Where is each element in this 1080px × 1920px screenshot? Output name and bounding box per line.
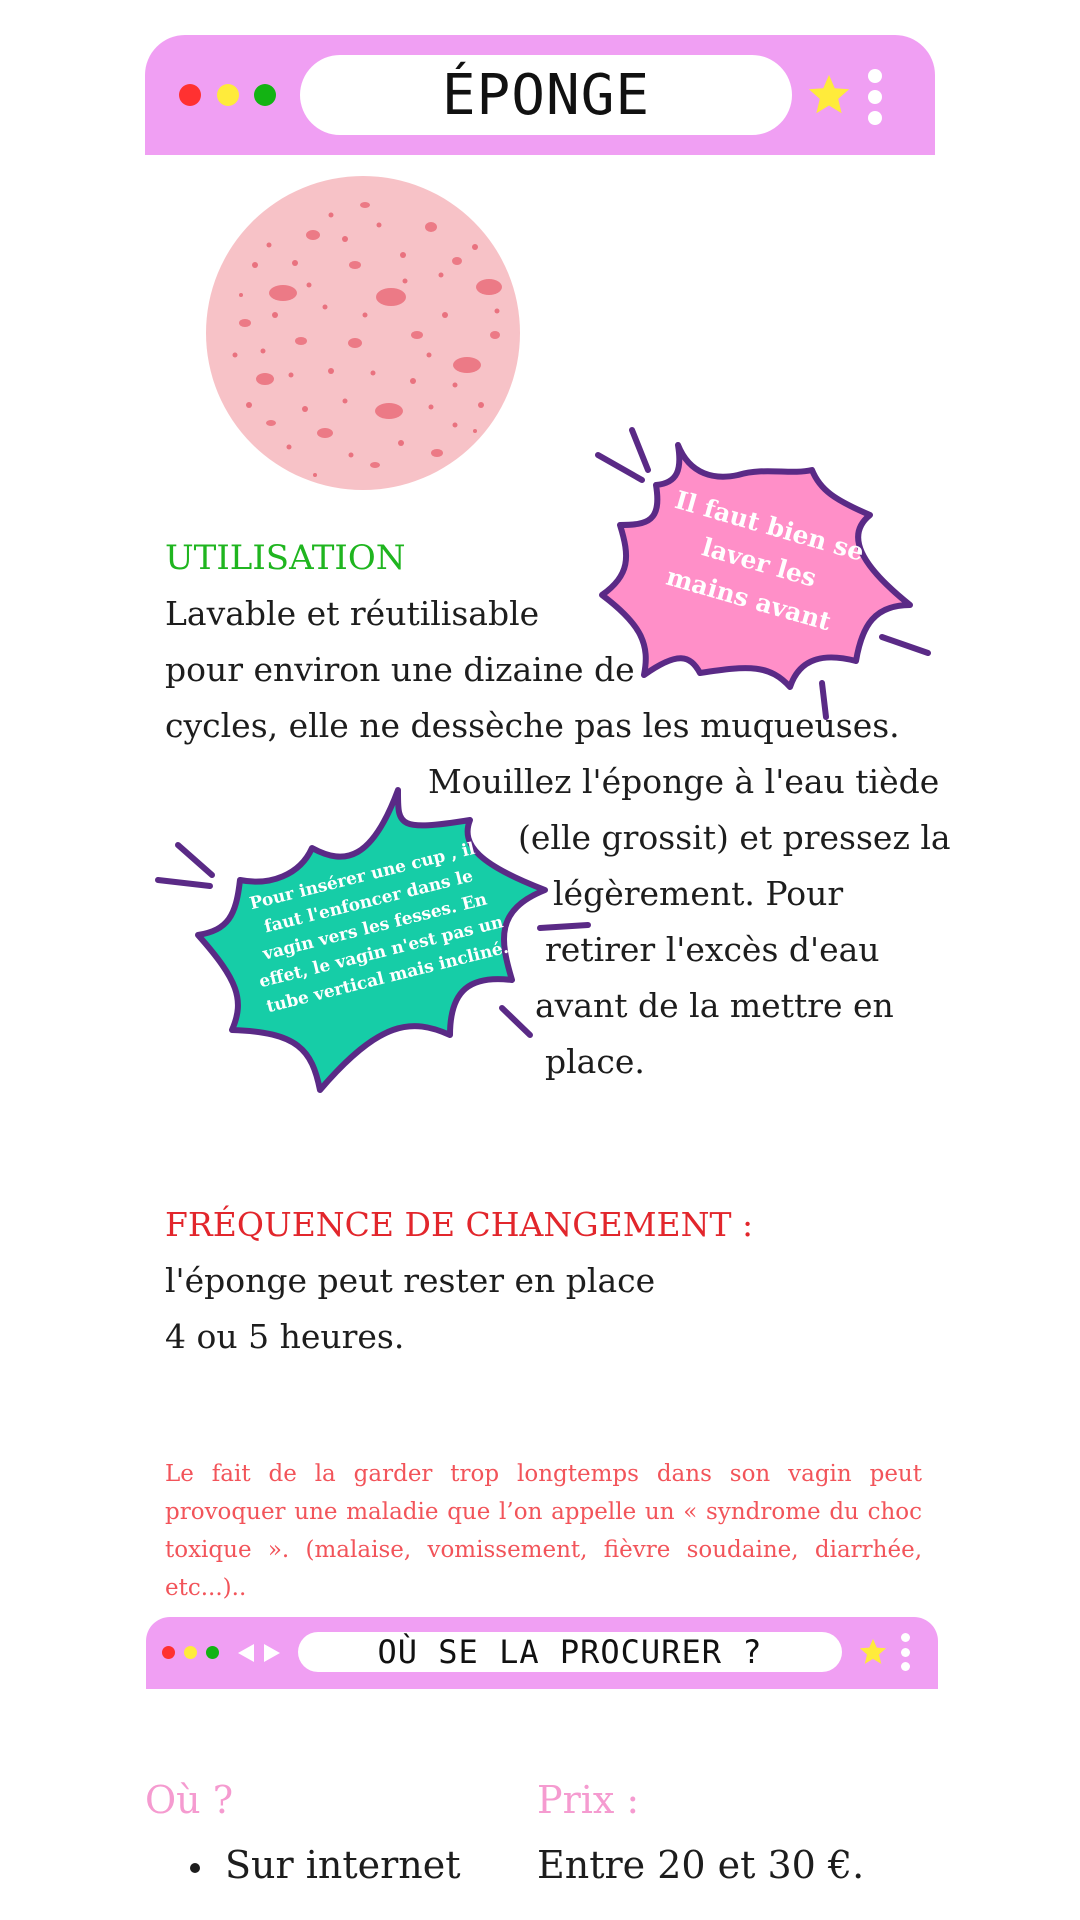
utilisation-line-6: légèrement. Pour: [553, 874, 844, 913]
price-value: Entre 20 et 30 €.: [537, 1843, 865, 1887]
minimize-dot-icon[interactable]: [217, 84, 239, 106]
utilisation-line-8: avant de la mettre en: [535, 986, 894, 1025]
procurer-title: OÙ SE LA PROCURER ?: [298, 1632, 842, 1672]
teal-burst-text: Pour insérer une cup , il faut l'enfoncer dans le vagin vers les fesses. En effet, le vagin n'est pas un tube vertical mais incliné.: [247, 838, 511, 1018]
utilisation-line-4: Mouillez l'éponge à l'eau tiède: [428, 762, 940, 801]
utilisation-line-3: cycles, elle ne dessèche pas les muqueuses.: [165, 706, 900, 745]
sponge-image: [205, 175, 521, 491]
utilisation-line-9: place.: [545, 1042, 645, 1081]
frequence-line-1: l'éponge peut rester en place: [165, 1261, 656, 1300]
price-label: Prix :: [537, 1778, 640, 1822]
back-arrow-icon[interactable]: [236, 1642, 256, 1664]
page-title: ÉPONGE: [300, 55, 792, 135]
where-item-text: Sur internet: [225, 1843, 461, 1887]
bullet-icon: [190, 1863, 200, 1873]
close-dot-icon[interactable]: [162, 1646, 175, 1659]
where-item: [190, 1843, 461, 1887]
frequence-line-2: 4 ou 5 heures.: [165, 1317, 405, 1356]
star-icon[interactable]: [806, 72, 852, 118]
utilisation-line-2: pour environ une dizaine de: [165, 650, 635, 689]
warning-text: Le fait de la garder trop longtemps dans son vagin peut provoquer une maladie que l’on appelle un « syndrome du choc toxique ». (malaise, vomissement, fièvre soudaine, diarrhée, etc...)..: [165, 1461, 922, 1601]
utilisation-line-5: (elle grossit) et pressez la: [518, 818, 951, 857]
more-menu-icon[interactable]: [868, 69, 882, 125]
minimize-dot-icon[interactable]: [184, 1646, 197, 1659]
utilisation-line-7: retirer l'excès d'eau: [545, 930, 880, 969]
maximize-dot-icon[interactable]: [254, 84, 276, 106]
forward-arrow-icon[interactable]: [262, 1642, 282, 1664]
more-menu-icon[interactable]: [901, 1633, 910, 1671]
utilisation-heading: UTILISATION: [165, 538, 406, 578]
utilisation-line-1: Lavable et réutilisable: [165, 594, 540, 633]
star-icon[interactable]: [858, 1637, 888, 1667]
frequence-heading: FRÉQUENCE DE CHANGEMENT :: [165, 1205, 754, 1244]
where-label: Où ?: [145, 1778, 234, 1822]
procurer-bar: [146, 1617, 938, 1689]
maximize-dot-icon[interactable]: [206, 1646, 219, 1659]
close-dot-icon[interactable]: [179, 84, 201, 106]
header-bar: [145, 35, 935, 155]
pink-burst-text: Il faut bien se laver les mains avant: [663, 485, 868, 637]
